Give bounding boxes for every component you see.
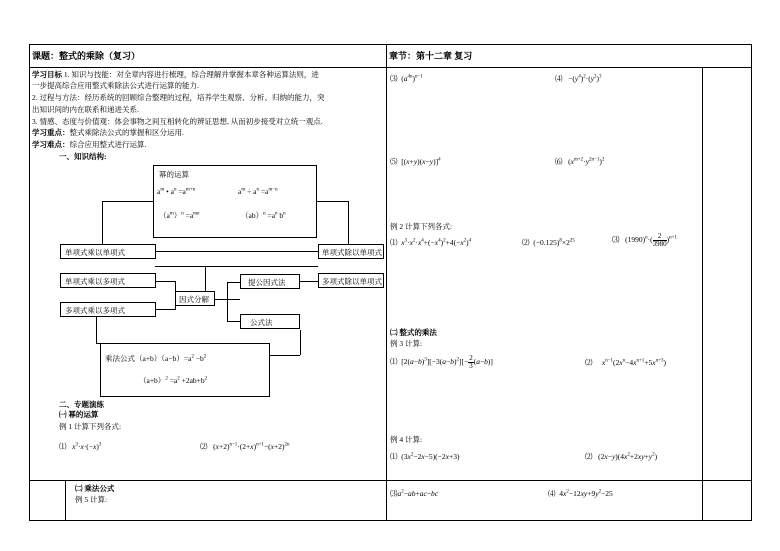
example1-item2: ⑵ $(x+2)^{n-1}\cdot(2+x)^{n+1}-(x+2)^{2n}$ (200, 442, 290, 451)
example4-item2: ⑵ $(2x-y)(4x^2+2xy+y^2)$ (585, 452, 658, 461)
box-mono-div: 单项式除以单项式 (318, 244, 384, 259)
practice-heading: 二、专题演练 (59, 400, 104, 409)
practice-sub2: ㈡ 乘法公式 (75, 484, 115, 493)
structure-heading: 一、知识结构: (59, 152, 107, 161)
example3-heading: 例 3 计算: (390, 339, 423, 348)
mult-formula-1: 乘法公式$(a+b)(a-b)=a^2 -b^2$ (105, 354, 207, 363)
difficult-point: 学习难点：综合应用整式进行运算. (32, 140, 147, 149)
q5: ⑸ $[(x+y)(x-y)]^4$ (390, 157, 441, 166)
example5-heading: 例 5 计算: (75, 495, 108, 504)
objectives-line4: 出知识间的内在联系和递进关系. (32, 105, 139, 114)
example2-heading: 例 2 计算下列各式: (390, 222, 453, 231)
objectives-line2: 一步提高综合应用整式乘除法公式进行运算的能力. (32, 81, 199, 90)
q3: ⑶ $(a^{4n})^{n-1}$ (390, 74, 423, 83)
box-mono-poly: 单项式乘以多项式 (60, 273, 156, 288)
box-mono-mono: 单项式乘以单项式 (60, 244, 156, 259)
example5-item3: $⑶a^2-ab+ac-bc$ (390, 489, 439, 498)
multiplication-formulas-box (100, 343, 270, 397)
subheading-multiplication: ㈡ 整式的乘法 (390, 328, 437, 337)
example3-item1: ⑴ $[2(a-b)^3][-3(a-b)^2][-$ $\frac{2}{3}$ (a−b)] (390, 354, 493, 370)
key-point: 学习重点：整式乘除法公式的掌握和区分运用. (32, 128, 184, 137)
example4-item1: ⑴ $(3x^2-2x-5)(-2x+3)$ (390, 452, 460, 461)
topic-title: 课题：整式的乘除（复习） (32, 51, 141, 61)
box-common-factor: 提公因式法 (240, 274, 300, 289)
box-poly-div: 多项式除以单项式 (318, 273, 384, 288)
example5-item4: ⑷ $4x^2-12xy+9y^2-25$ (548, 489, 613, 498)
example2-item2: ⑵ $(-0.125)^8\times 2^{25}$ (522, 238, 575, 247)
objectives-label: 学习目标 (32, 70, 62, 79)
objectives-line1: 学习目标 1. 知识与技能：对全章内容进行梳理，综合理解并掌握本章各种运算法则，进 (32, 70, 319, 79)
power-rules-title: 幂的运算 (159, 170, 189, 179)
example3-item2: ⑵ $x^{n-1}(2x^n-4x^{n+1}+5x^{n+3})$ (585, 358, 666, 367)
chapter-title: 章节：第十二章 复习 (389, 51, 473, 61)
example2-item3: ⑶ $(1990)^n\cdot$( $\frac{2}{3980}$ )$^{n+1}$ (612, 232, 677, 248)
power-rules-box (153, 165, 317, 238)
practice-sub1: ㈠ 幂的运算 (59, 410, 99, 419)
objectives-line5: 3. 情感、态度与价值观：体会事物之间互相转化的辨证思想, 从而初步接受对立统一观点. (32, 117, 323, 126)
objectives-line3: 2. 过程与方法：经历系统的回顾综合整理的过程，培养学生观察、分析、归纳的能力，突 (32, 93, 325, 102)
example2-item1: ⑴ $x^3\cdot x^2\cdot x^4+(-x^4)^2+4(-x^2)^4$ (390, 238, 472, 247)
example1-item1: ⑴ $x^3\cdot x\cdot(-x)^3$ (59, 442, 102, 451)
box-poly-poly: 多项式乘以多项式 (60, 302, 156, 317)
q6: ⑹ $(x^{m+2}\cdot y^{2n-1})^2$ (555, 157, 605, 166)
box-formula-method: 公式法 (240, 314, 300, 329)
mult-formula-2: $(a+b)^2 =a^2 +2ab+b^2$ (139, 376, 208, 385)
example1-heading: 例 1 计算下列各式: (59, 422, 122, 431)
power-rule-4: $(ab)^n =a^n$ $b^n$ (241, 211, 286, 220)
example4-heading: 例 4 计算: (390, 435, 423, 444)
power-rule-3: $(a^m)^n =a^{mn}$ (159, 211, 200, 220)
power-rule-2: $a^m \div a^n =a^{m-n}$ (238, 187, 278, 196)
box-factorization: 因式分解 (175, 291, 215, 306)
power-rule-1: $a^m$ • $a^n =a^{m+n}$ (157, 187, 196, 196)
q4: ⑷ $-(y^4)^2\cdot(y^2)^3$ (555, 74, 602, 83)
